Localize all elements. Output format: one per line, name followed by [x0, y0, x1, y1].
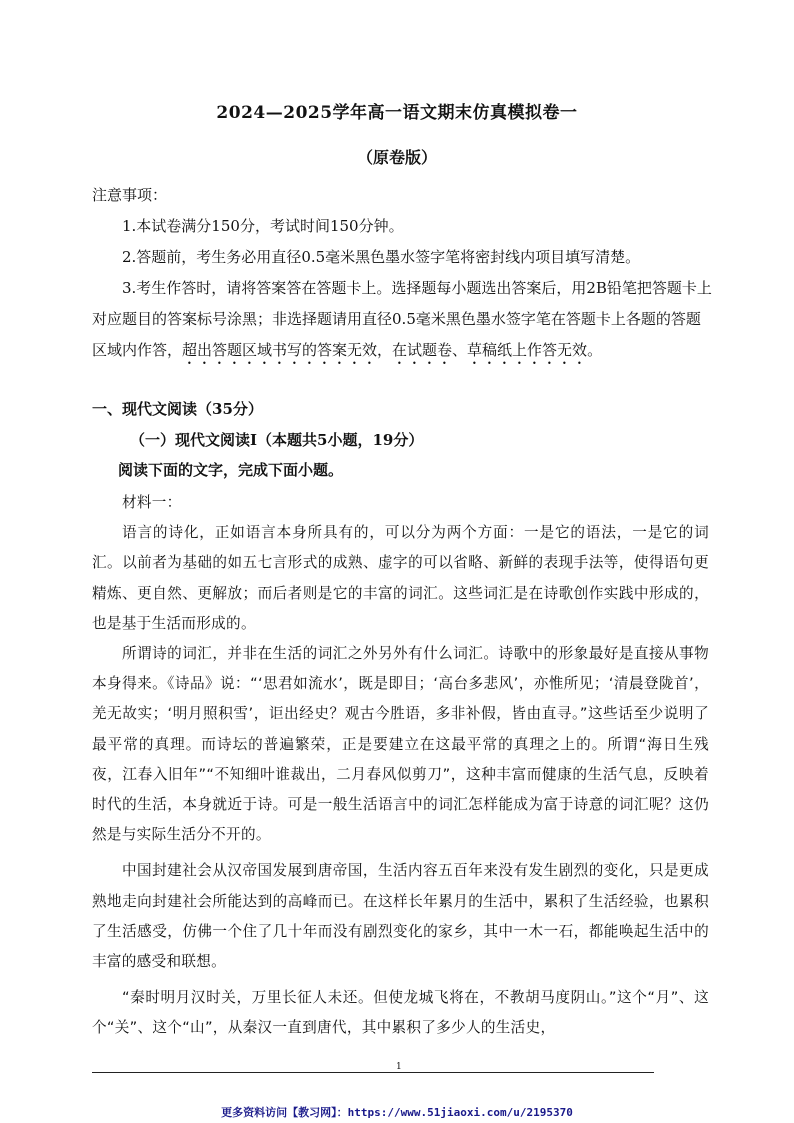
page-subtitle: （原卷版）: [356, 148, 437, 167]
page-number: 1: [396, 1062, 402, 1072]
footer-divider: [92, 1072, 654, 1073]
passage-paragraph: 语言的诗化，正如语言本身所具有的，可以分为两个方面：一是它的语法，一是它的词汇。以前者为基础的如五七言形式的成熟、虚字的可以省略、新鲜的表现手法等，使得语句更精炼、更自然、更解放；而后者则是它的丰富的词汇。这些词汇是在诗歌创作实践中形成的，也是基于生活而形成的。: [92, 524, 709, 632]
material-label: 材料一：: [122, 494, 182, 511]
note-item: 1.本试卷满分150分，考试时间150分钟。: [122, 217, 404, 235]
page-title: 2024—2025学年高一语文期末仿真模拟卷一: [216, 103, 578, 123]
passage-paragraph: 所谓诗的词汇，并非在生活的词汇之外另外有什么词汇。诗歌中的形象最好是直接从事物本身得来。《诗品》说：“‘思君如流水’，既是即目；‘高台多悲风’，亦惟所见；‘清晨登陇首’，羌无故实；‘明月照积雪’，讵出经史？观古今胜语，多非补假，皆由直寻。”这些话至少说明了最平常的真理。而诗坛的普遍繁荣，正是要建立在这最平常的真理之上的。所谓“海日生残夜，江春入旧年”“不知细叶谁裁出，二月春风似剪刀”，这种丰富而健康的生活气息，反映着时代的生活，本身就近于诗。可是一般生活语言中的词汇怎样能成为富于诗意的词汇呢？这仍然是与实际生活分不开的。: [92, 645, 709, 844]
note-item: [92, 273, 712, 368]
section-heading: 一、现代文阅读（35分）: [92, 400, 263, 418]
subsection-heading: （一）现代文阅读Ⅰ（本题共5小题，19分）: [130, 431, 424, 449]
reading-passage: [92, 488, 709, 1044]
passage-paragraph: 中国封建社会从汉帝国发展到唐帝国，生活内容五百年来没有发生剧烈的变化，只是更成熟地走向封建社会所能达到的高峰而已。在这样长年累月的生活中，累积了生活经验，也累积了生活感受，仿佛一个住了几十年而没有剧烈变化的家乡，其中一木一石，都能唤起生活中的丰富的感受和联想。: [92, 862, 709, 971]
emphasized-text: 在试题卷、草稿纸上作答无效: [392, 341, 588, 359]
reading-instruction: 阅读下面的文字，完成下面小题。: [118, 461, 344, 479]
footer-link[interactable]: 更多资料访问【教习网】：https://www.51jiaoxi.com/u/2195370: [221, 1106, 573, 1119]
note-text: ，: [377, 341, 393, 359]
note-text: 3.考生作答时，请将答案答在答题卡上。选择题每小题选出答案后，用2B铅笔把答题卡上对应题目的答案标号涂黑；非选择题请用直径0.5毫米黑色墨水签字笔在答题卡上各题的答题区域内作答，: [92, 279, 712, 359]
note-item: 2.答题前，考生务必用直径0.5毫米黑色墨水签字笔将密封线内项目填写清楚。: [122, 248, 641, 266]
note-text: 。: [587, 341, 603, 359]
exam-notes: [92, 180, 712, 368]
notes-heading: 注意事项：: [92, 186, 168, 204]
passage-paragraph: “秦时明月汉时关，万里长征人未还。但使龙城飞将在，不教胡马度阴山。”这个“月”、这个“关”、这个“山”，从秦汉一直到唐代，其中累积了多少人的生活史，: [92, 989, 709, 1037]
emphasized-text: 超出答题区域书写的答案无效: [182, 341, 378, 359]
